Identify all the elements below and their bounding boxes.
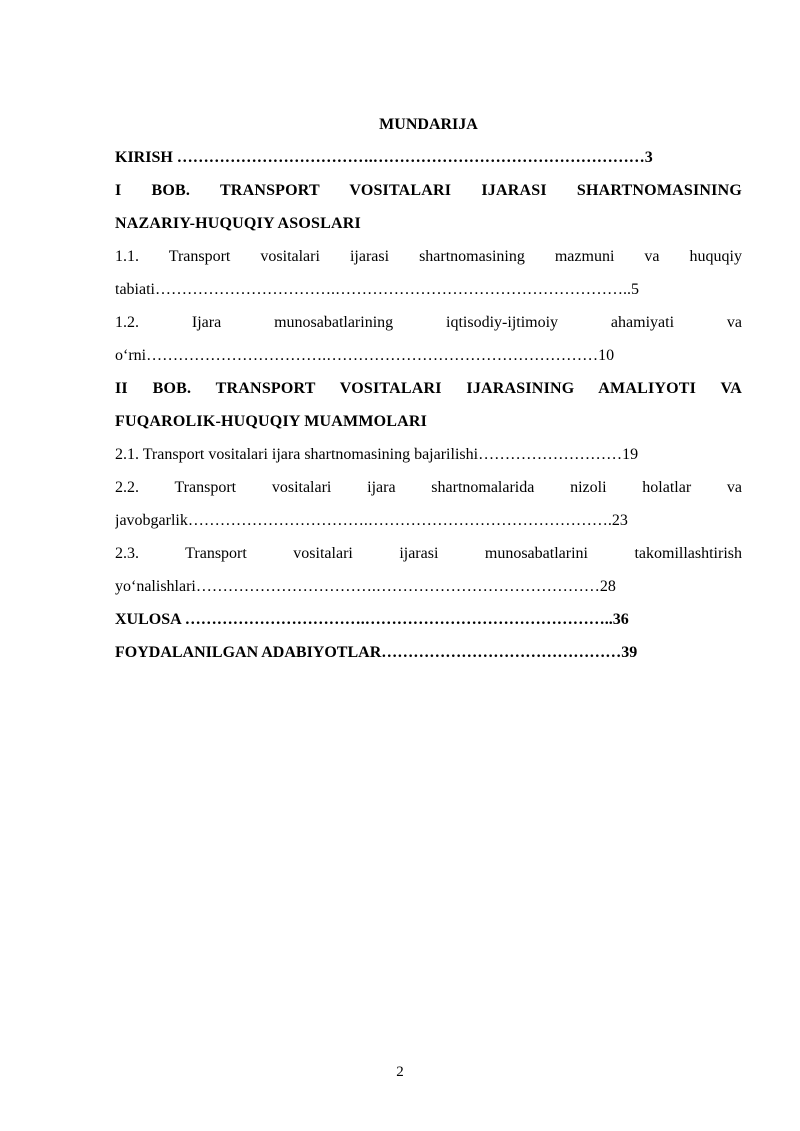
toc-line: XULOSA …………………………….………………………………………..36 — [115, 611, 629, 628]
toc-line: FUQAROLIK-HUQUQIY MUAMMOLARI — [115, 413, 428, 430]
toc-entry-xulosa — [115, 603, 742, 636]
toc-entry-chapter-1 — [115, 174, 742, 240]
toc-line: I BOB. TRANSPORT VOSITALARI IJARASI SHARTNOMASINING — [115, 182, 742, 199]
toc-title: MUNDARIJA — [379, 116, 478, 133]
toc-line: o‘rni…………………………….……………………………………………10 — [115, 347, 615, 364]
toc-line: KIRISH ……………………………….……………………………………………3 — [115, 149, 653, 166]
toc-entry-section-2-1 — [115, 438, 742, 471]
toc-entry-section-2-2 — [115, 471, 742, 537]
toc-line: 2.3. Transport vositalari ijarasi munosabatlarini takomillashtirish — [115, 545, 742, 562]
toc-entry-section-1-2 — [115, 306, 742, 372]
toc-entry-bibliography — [115, 636, 742, 669]
table-of-contents — [115, 108, 742, 669]
toc-line: NAZARIY-HUQUQIY ASOSLARI — [115, 215, 361, 232]
toc-entry-chapter-2 — [115, 372, 742, 438]
toc-line: javobgarlik…………………………….……………………………………….23 — [115, 512, 628, 529]
toc-line: 1.2. Ijara munosabatlarining iqtisodiy-ijtimoiy ahamiyati va — [115, 314, 742, 331]
toc-line: 2.1. Transport vositalari ijara shartnomasining bajarilishi………………………19 — [115, 446, 639, 463]
toc-line: 1.1. Transport vositalari ijarasi shartnomasining mazmuni va huquqiy — [115, 248, 742, 265]
toc-entry-kirish — [115, 141, 742, 174]
toc-line: yo‘nalishlari…………………………….……………………………………28 — [115, 578, 616, 595]
toc-line: FOYDALANILGAN ADABIYOTLAR………………………………………39 — [115, 644, 638, 661]
toc-line: tabiati…………………………….………………………………………………..5 — [115, 281, 639, 298]
toc-line: 2.2. Transport vositalari ijara shartnomalarida nizoli holatlar va — [115, 479, 742, 496]
toc-entry-section-1-1 — [115, 240, 742, 306]
page-number: 2 — [396, 1064, 404, 1080]
toc-entry-section-2-3 — [115, 537, 742, 603]
toc-line: II BOB. TRANSPORT VOSITALARI IJARASINING AMALIYOTI VA — [115, 380, 742, 397]
